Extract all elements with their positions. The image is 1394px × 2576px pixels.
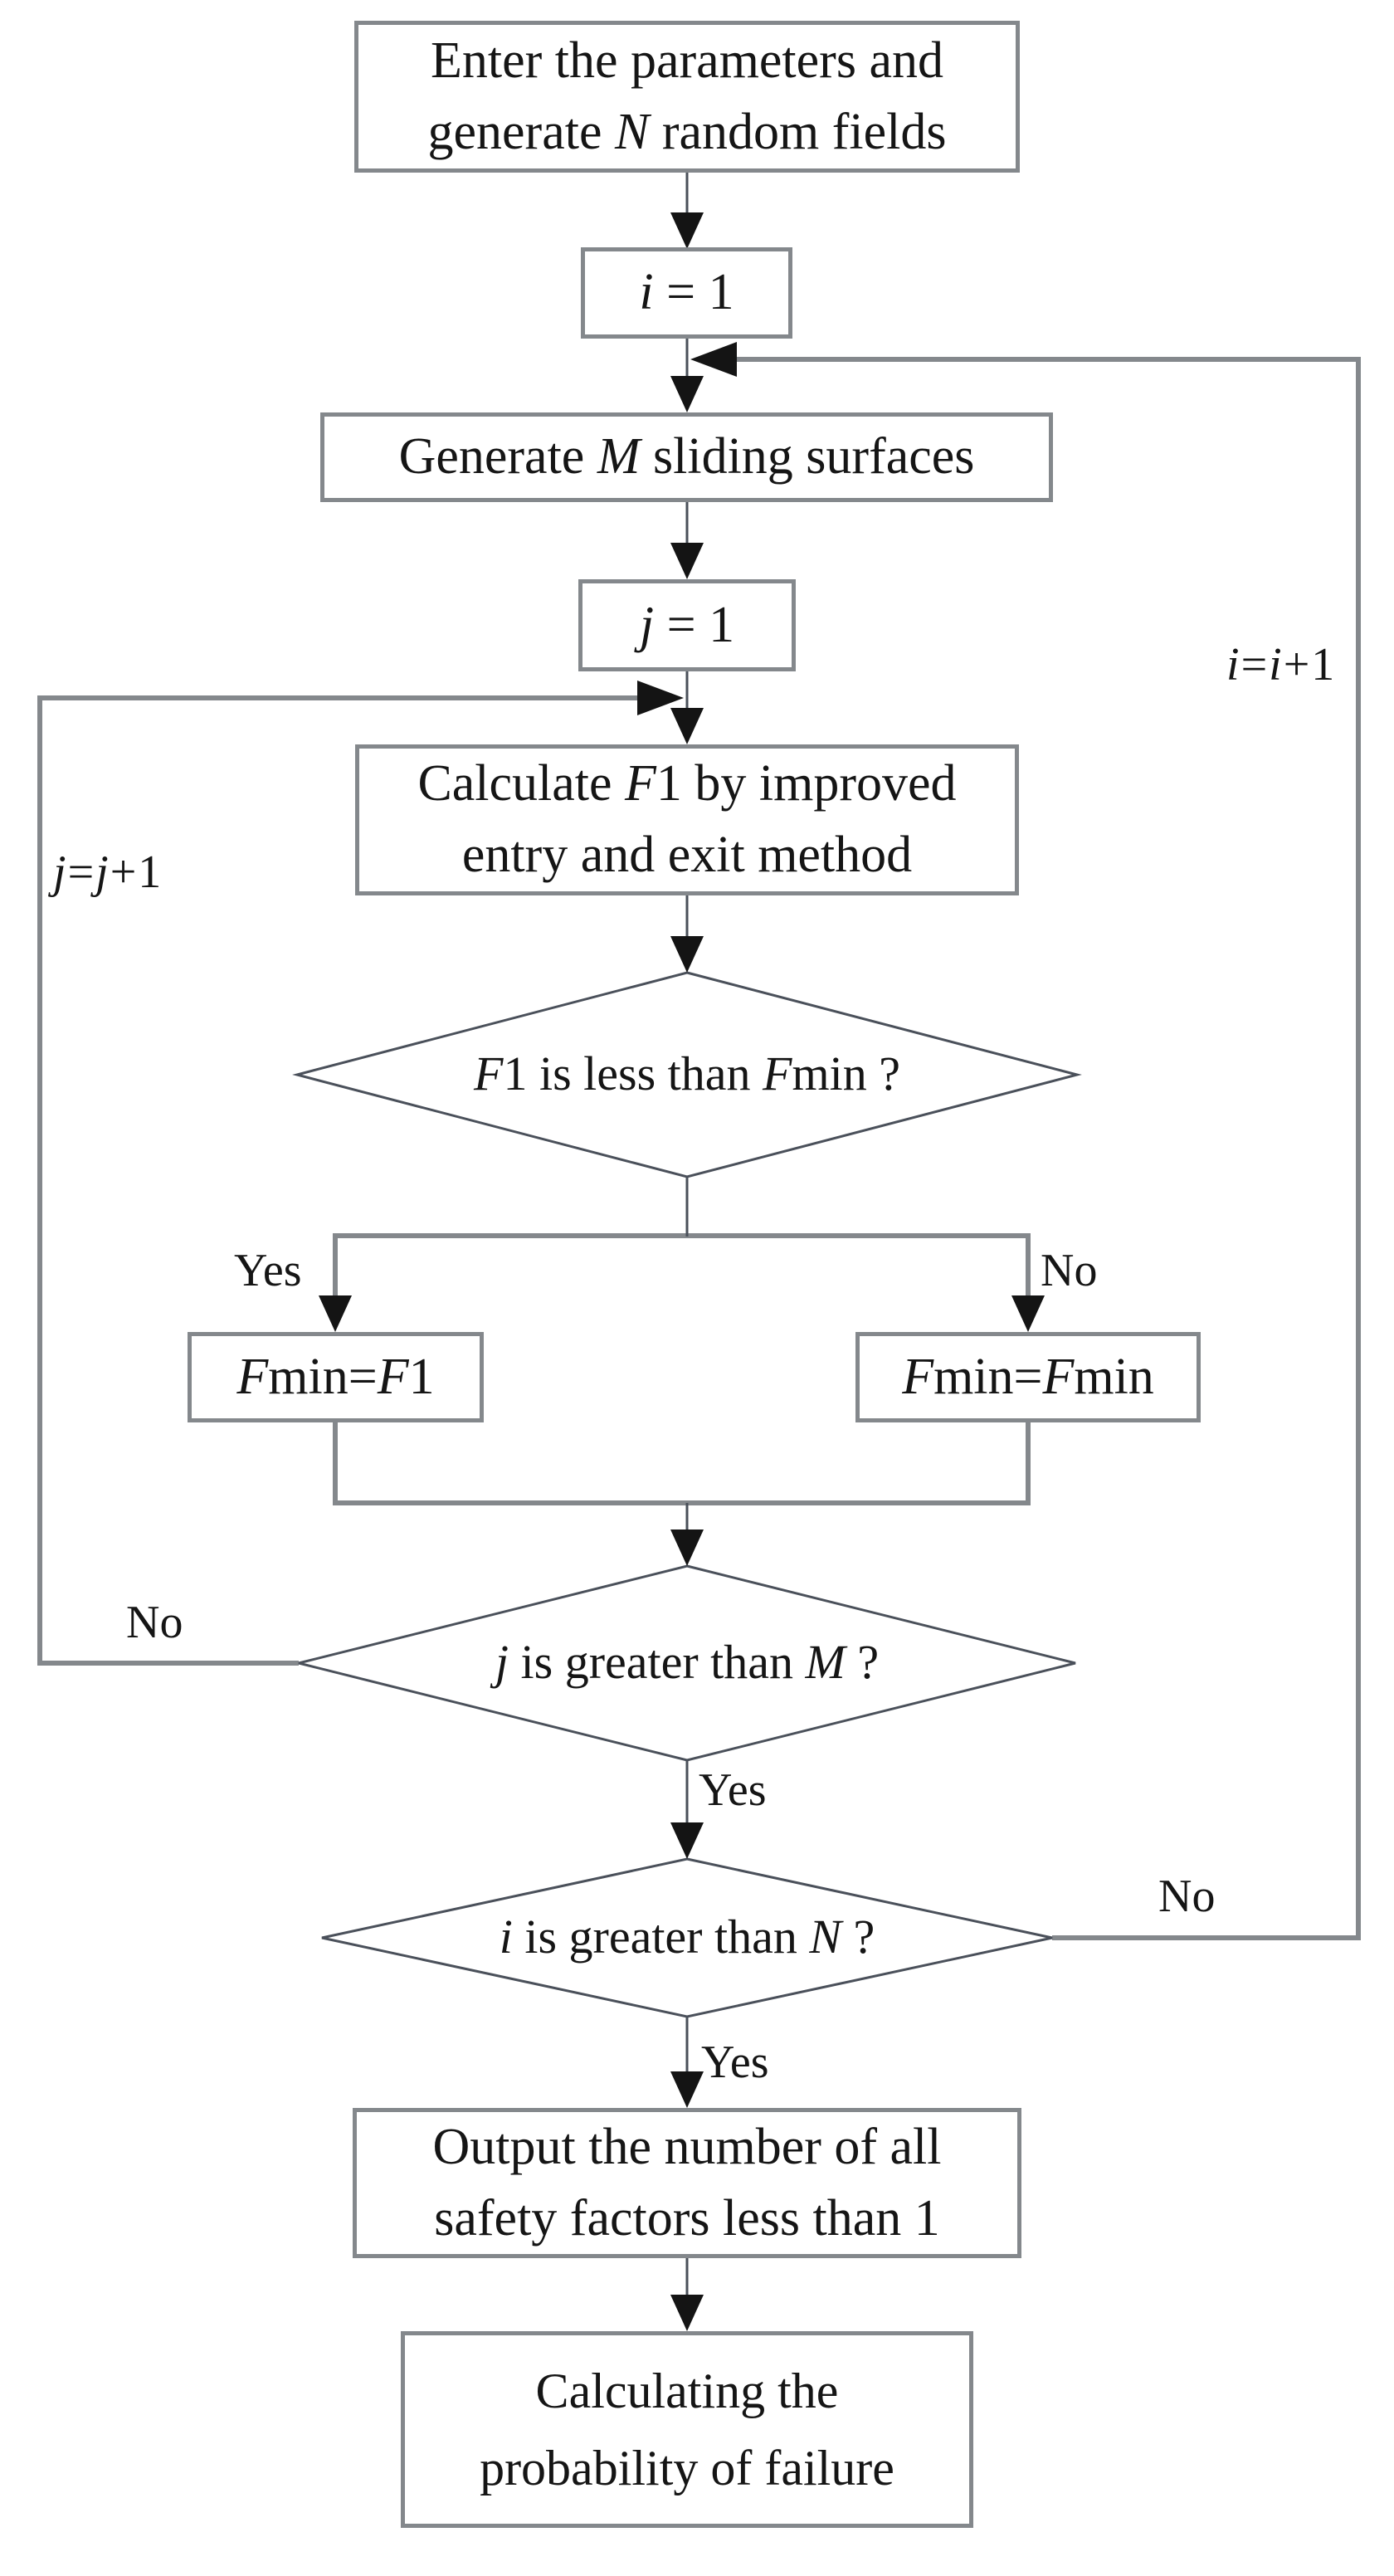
arrowhead-i-loop-merge	[690, 342, 737, 377]
arrowhead-into-output	[670, 2071, 704, 2108]
seg: = 1	[654, 596, 735, 653]
arrowhead-into-d3	[670, 1822, 704, 1859]
node-enter-parameters-line2	[428, 97, 947, 168]
seg: min=	[933, 1348, 1043, 1405]
node-generate-sliding-surfaces-text	[399, 422, 975, 493]
seg: =	[1240, 639, 1270, 690]
node-calculate-f1-line2	[462, 820, 912, 891]
node-calculate-f1-line1	[417, 749, 956, 820]
arrowhead-into-i1	[670, 212, 704, 249]
arrowhead-into-fmin-f1	[319, 1295, 352, 1332]
seg: F	[902, 1348, 934, 1405]
seg: N	[614, 103, 650, 160]
seg: i	[1226, 639, 1241, 690]
arrowhead-into-d2	[670, 1530, 704, 1566]
seg: j	[53, 846, 68, 898]
diamond-i-greater-than-n-text	[322, 1910, 1052, 1964]
label-no-branch-j-loop	[126, 1598, 183, 1647]
node-enter-parameters-line1	[431, 26, 943, 97]
node-output-safety-factors-line2	[434, 2183, 939, 2255]
seg: F	[474, 1046, 504, 1100]
seg: No	[1158, 1871, 1216, 1922]
node-j-equals-1	[578, 579, 796, 671]
seg: F	[1042, 1348, 1075, 1405]
arrowhead-into-d1	[670, 936, 704, 973]
seg: =	[67, 846, 96, 898]
seg: +1	[1283, 639, 1337, 690]
seg: 1	[408, 1348, 435, 1405]
seg: Yes	[701, 2037, 769, 2088]
seg: M	[805, 1635, 846, 1689]
seg: is greater than	[512, 1910, 810, 1964]
seg: No	[126, 1597, 183, 1648]
diamond-f1-less-than-fmin-text	[297, 1047, 1077, 1100]
seg: +1	[110, 846, 163, 898]
seg: Output the number of all	[432, 2118, 942, 2175]
node-enter-parameters	[354, 21, 1020, 173]
seg: j	[639, 596, 655, 653]
seg: safety factors less than 1	[434, 2189, 940, 2247]
seg: generate	[427, 103, 615, 160]
seg: min	[1074, 1348, 1154, 1405]
node-probability-of-failure-line2	[480, 2430, 894, 2507]
seg: min=	[268, 1348, 378, 1405]
seg: F	[625, 755, 656, 812]
seg: 1 is less than	[503, 1046, 763, 1100]
seg: Yes	[699, 1764, 767, 1816]
seg: min ?	[792, 1046, 900, 1100]
node-fmin-equals-f1-text	[236, 1342, 434, 1413]
node-fmin-equals-fmin	[855, 1332, 1201, 1422]
node-j-equals-1-text	[640, 590, 734, 661]
label-no-branch-fmin	[1041, 1247, 1097, 1295]
node-output-safety-factors	[353, 2108, 1021, 2258]
seg: probability of failure	[480, 2440, 894, 2496]
label-i-increment	[1226, 641, 1336, 690]
label-yes-branch-j	[699, 1766, 766, 1815]
label-yes-branch-fmin	[234, 1247, 301, 1295]
seg: ?	[845, 1635, 880, 1689]
arrowhead-into-final	[670, 2295, 704, 2331]
node-generate-sliding-surfaces	[320, 412, 1053, 502]
node-i-equals-1-text	[639, 257, 734, 329]
seg: is greater than	[509, 1635, 806, 1689]
seg: F	[763, 1046, 792, 1100]
label-j-increment	[53, 848, 163, 897]
seg: i	[639, 264, 654, 321]
seg: i	[1269, 639, 1284, 690]
node-probability-of-failure	[401, 2331, 973, 2528]
node-i-equals-1	[581, 247, 792, 339]
seg: ?	[841, 1910, 875, 1964]
label-yes-branch-i	[701, 2038, 768, 2087]
seg: F	[377, 1348, 409, 1405]
seg: Yes	[234, 1245, 302, 1296]
label-no-branch-i-loop	[1158, 1872, 1215, 1921]
node-probability-of-failure-line1	[536, 2353, 839, 2430]
arrowhead-into-calc	[670, 708, 704, 744]
arrowhead-into-generate	[670, 376, 704, 412]
seg: random fields	[649, 103, 947, 160]
seg: Generate	[398, 428, 597, 485]
seg: F	[236, 1348, 269, 1405]
seg: N	[809, 1910, 842, 1964]
seg: Enter the parameters and	[431, 32, 943, 89]
seg: i	[499, 1910, 513, 1964]
node-calculate-f1	[355, 744, 1019, 895]
node-fmin-equals-f1	[188, 1332, 484, 1422]
seg: = 1	[653, 264, 734, 321]
node-output-safety-factors-line1	[433, 2112, 942, 2183]
node-fmin-equals-fmin-text	[902, 1342, 1154, 1413]
seg: j	[95, 846, 110, 898]
seg: No	[1041, 1245, 1098, 1296]
seg: sliding surfaces	[640, 428, 975, 485]
seg: M	[597, 428, 641, 485]
arrowhead-into-fmin-fmin	[1011, 1295, 1045, 1332]
seg: j	[495, 1635, 509, 1689]
seg: entry and exit method	[461, 827, 913, 883]
seg: 1 by improved	[656, 755, 957, 812]
arrowhead-into-j1	[670, 543, 704, 579]
diamond-j-greater-than-m-text	[299, 1636, 1075, 1689]
seg: Calculating the	[535, 2363, 839, 2418]
seg: Calculate	[417, 755, 626, 812]
